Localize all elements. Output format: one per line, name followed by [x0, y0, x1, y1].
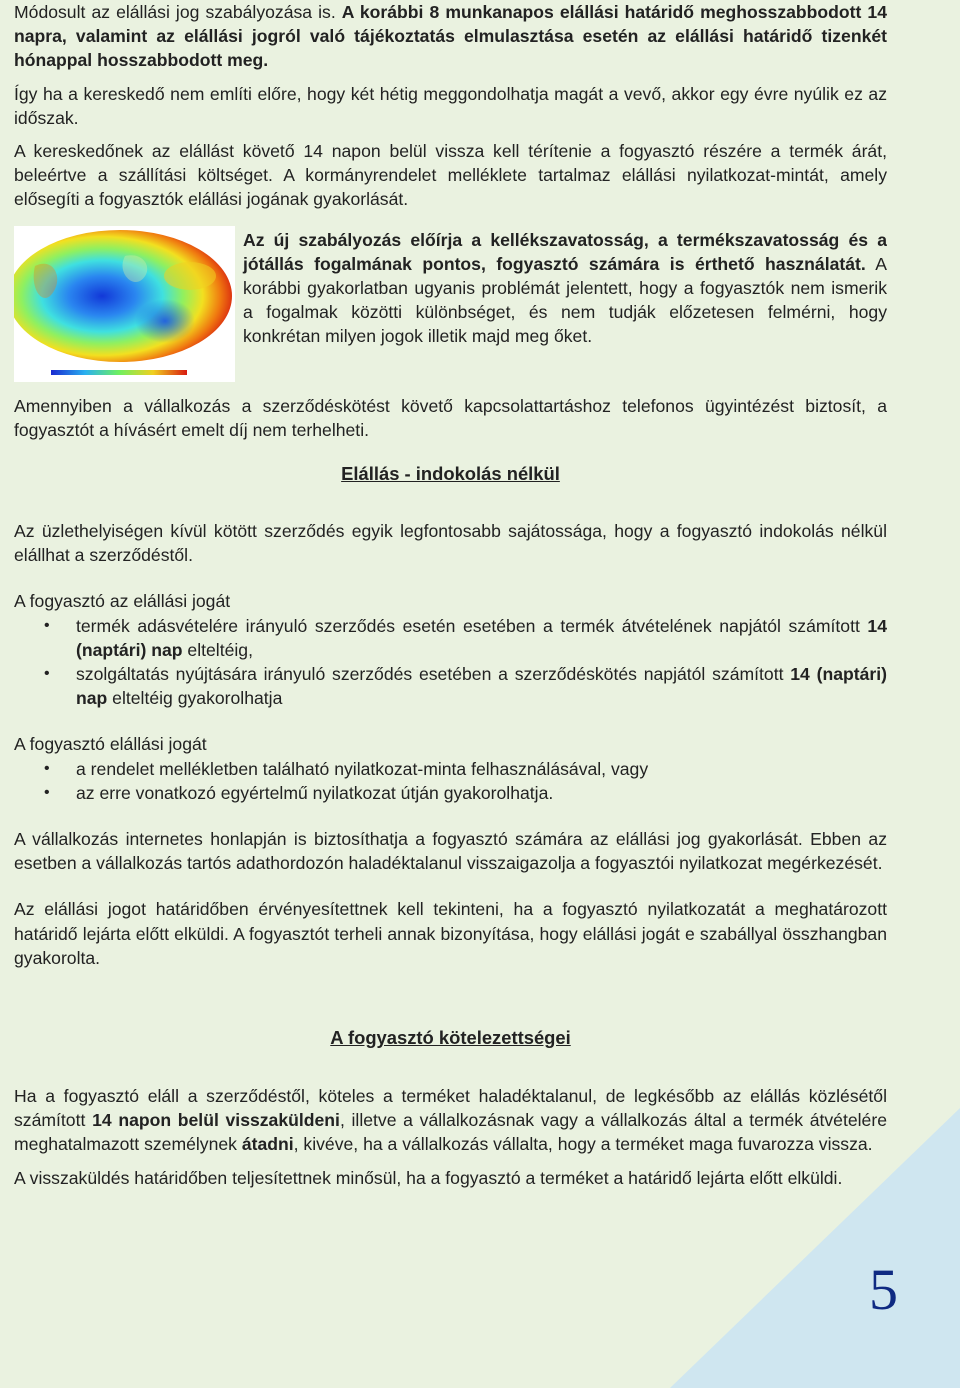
- phone-paragraph: Amennyiben a vállalkozás a szerződéskötést követő kapcsolattartáshoz telefonos ügyintézést biztosít, a fogyasztót a hívásért emelt díj nem terhelheti.: [14, 395, 887, 440]
- list-item: • szolgáltatás nyújtására irányuló szerződés esetében a szerződéskötés napjától számított 14 (naptári) nap elteltéig gyakorolhatja: [14, 662, 887, 710]
- deadline-paragraph: Az elállási jogot határidőben érvényesítettnek kell tekinteni, ha a fogyasztó nyilatkozatát a meghatározott határidő lejárta előtt elküldi. A fogyasztót terheli annak bizonyítása, hogy elállási jogát e szabállyal összhangban gyakorolta.: [14, 899, 887, 968]
- withdrawal-paragraph-1: Az üzlethelyiségen kívül kötött szerződés egyik legfontosabb sajátossága, hogy a fogyasztó indokolás nélkül elállhat a szerződéstől.: [14, 521, 887, 566]
- rules-section: [14, 220, 887, 386]
- document-page: [14, 0, 887, 1190]
- list1: [14, 614, 887, 711]
- globe-heatmap-image: [14, 226, 235, 382]
- page-number: 5: [869, 1257, 898, 1322]
- list2-intro: A fogyasztó elállási jogát: [14, 734, 207, 755]
- heading-obligations: A fogyasztó kötelezettségei: [330, 1027, 571, 1049]
- intro-paragraph-1: Módosult az elállási jog szabályozása is. A korábbi 8 munkanapos elállási határidő meghosszabbodott 14 napra, valamint az elállási jogról való tájékoztatás elmulasztása esetén az elállási határidő tizenkét hónappal hosszabbodott meg.: [14, 2, 887, 71]
- web-paragraph: A vállalkozás internetes honlapján is biztosíthatja a fogyasztó számára az elállási jog gyakorlását. Ebben az esetben a vállalkozás tartós adathordozón haladéktalanul visszaigazolja a fogyasztói nyilatkozat megérkezését.: [14, 829, 887, 874]
- rules-paragraph: Az új szabályozás előírja a kellékszavatosság, a termékszavatosság és a jótállás fogalmának pontos, fogyasztó számára is érthető használatát. A korábbi gyakorlatban ugyanis problémát jelentett, hogy a fogyasztók nem ismerik a fogalmak közötti különbséget, és nem tudják előzetesen felmérni, hogy konkrétan milyen jogok illetik majd meg őket.: [243, 229, 887, 347]
- obligations-paragraph-2: A visszaküldés határidőben teljesítettnek minősül, ha a fogyasztó a terméket a határidő lejárta előtt elküldi.: [14, 1167, 843, 1188]
- intro-paragraph-3: A kereskedőnek az elállást követő 14 napon belül vissza kell térítenie a fogyasztó részére a termék árát, beleértve a szállítási költséget. A kormányrendelet melléklete tartalmaz elállási nyilatkozat-mintát, amely elősegíti a fogyasztók elállási jogának gyakorlását.: [14, 141, 887, 210]
- list-item: • a rendelet mellékletben található nyilatkozat-minta felhasználásával, vagy: [14, 757, 887, 781]
- obligations-paragraph-1: Ha a fogyasztó eláll a szerződéstől, köteles a terméket haladéktalanul, de legkésőbb az elállás közlésétől számított 14 napon belül visszaküldeni, illetve a vállalkozásnak vagy a vállalkozás által a termék átvételére meghatalmazott személynek átadni, kivéve, ha a vállalkozás vállalta, hogy a terméket maga fuvarozza vissza.: [14, 1086, 887, 1155]
- list-item: • az erre vonatkozó egyértelmű nyilatkozat útján gyakorolhatja.: [14, 781, 887, 805]
- list2: [14, 757, 887, 805]
- list-item: • termék adásvételére irányuló szerződés esetén esetében a termék átvételének napjától számított 14 (naptári) nap elteltéig,: [14, 614, 887, 662]
- intro-paragraph-2: Így ha a kereskedő nem említi előre, hogy két hétig meggondolhatja magát a vevő, akkor egy évre nyúlik ez az időszak.: [14, 83, 887, 128]
- heading-withdrawal: Elállás - indokolás nélkül: [341, 463, 560, 485]
- list1-intro: A fogyasztó az elállási jogát: [14, 591, 231, 612]
